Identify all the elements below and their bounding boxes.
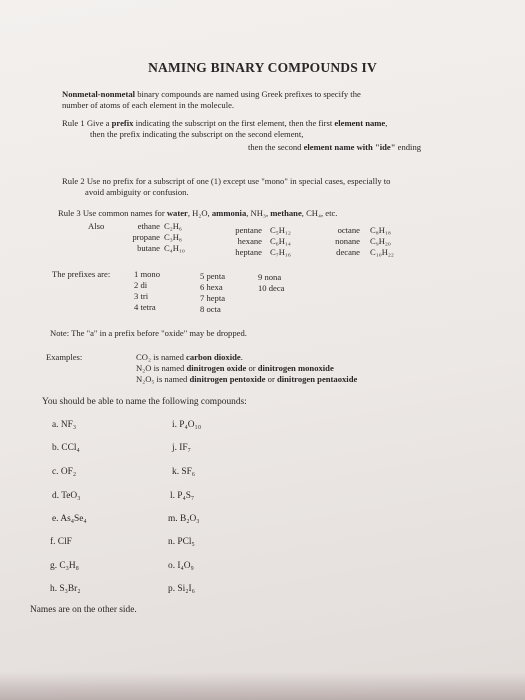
- compound-item: h. S₃Br₂: [50, 584, 81, 594]
- rule3-line: [58, 208, 337, 218]
- example-name-alt: dinitrogen pentaoxide: [276, 374, 358, 384]
- example-name-alt: dinitrogen monoxide: [257, 363, 334, 373]
- example-tail: or: [246, 363, 258, 373]
- example-formula: CO₂: [136, 352, 151, 362]
- compound-item: a. NF₃: [52, 420, 77, 430]
- alkane-formula: C₇H₁₆: [270, 247, 291, 257]
- alkane-formula: C₄H₁₀: [164, 243, 185, 253]
- prefix-item: 3 tri: [134, 291, 149, 301]
- alkane-formula: C₅H₁₂: [270, 225, 291, 235]
- footer-note: Names are on the other side.: [30, 605, 137, 615]
- rule1-text-c: ,: [385, 118, 388, 128]
- exercise-intro: You should be able to name the following compounds:: [42, 397, 247, 407]
- rule3-lead: Rule 3 Use common names for: [58, 208, 167, 218]
- rule1-text-b: indicating the subscript on the first element, then the first: [133, 118, 335, 128]
- compound-item: p. Si₂I₆: [168, 584, 195, 594]
- compound-item: m. B₂O₃: [168, 514, 200, 524]
- rule3-water: water: [166, 208, 188, 218]
- alkane-name: hexane: [237, 236, 262, 246]
- compound-item: o. I₄O₉: [168, 561, 194, 571]
- example-row: [136, 374, 357, 384]
- intro-bold-lead: Nonmetal-nonmetal: [62, 89, 136, 99]
- rule1-text-d: then the second: [248, 142, 304, 152]
- alkane-formula: C₁₀H₂₂: [370, 247, 394, 257]
- prefix-item: 1 mono: [134, 269, 161, 279]
- alkane-name: pentane: [235, 225, 262, 235]
- rule3-methane-formula: , CH₄, etc.: [301, 208, 338, 218]
- rule2-line-1: Rule 2 Use no prefix for a subscript of one (1) except use "mono" in special cases, especially to: [62, 176, 391, 186]
- example-text: is named: [150, 352, 187, 362]
- prefix-item: 9 nona: [258, 272, 282, 282]
- rule3-water-formula: , H₂O,: [187, 208, 212, 218]
- alkane-formula: C₂H₆: [164, 221, 182, 231]
- intro-line-2: number of atoms of each element in the molecule.: [62, 100, 235, 110]
- rule3-ammonia: ammonia: [211, 208, 247, 218]
- rule1-ide-bold: element name with "ide": [303, 142, 396, 152]
- alkane-formula: C₆H₁₄: [270, 236, 291, 246]
- compound-item: f. ClF: [50, 537, 72, 547]
- example-tail: or: [265, 374, 277, 384]
- prefix-item: 10 deca: [258, 283, 285, 293]
- rule1-text-a: Rule 1 Give a: [62, 118, 112, 128]
- rule1-prefix-bold: prefix: [111, 118, 134, 128]
- alkane-name: octane: [337, 225, 360, 235]
- prefix-item: 7 hepta: [200, 293, 226, 303]
- rule1-element-bold: element name: [334, 118, 386, 128]
- alkane-name: ethane: [137, 221, 160, 231]
- compound-item: g. C₃H₈: [50, 561, 79, 571]
- rule3-ammonia-formula: , NH₃,: [246, 208, 271, 218]
- rule1-line-1: [62, 118, 387, 128]
- compound-item: k. SF₆: [172, 467, 196, 477]
- example-formula: N₂O: [136, 363, 152, 373]
- example-text: is named: [151, 363, 187, 373]
- prefix-item: 5 penta: [200, 271, 226, 281]
- prefixes-label: The prefixes are:: [52, 269, 111, 279]
- rule3-also: Also: [88, 221, 105, 231]
- example-row: [136, 363, 334, 373]
- rule1-line-3: [248, 142, 421, 152]
- prefix-item: 8 octa: [200, 304, 221, 314]
- alkane-name: butane: [137, 243, 160, 253]
- example-text: is named: [154, 374, 190, 384]
- example-row: [136, 352, 243, 362]
- page-title: NAMING BINARY COMPOUNDS IV: [148, 60, 377, 75]
- example-tail: .: [240, 352, 243, 362]
- note-line: Note: The "a" in a prefix before "oxide" may be dropped.: [50, 328, 247, 338]
- page-bottom-shadow: [0, 672, 525, 700]
- rule2-line-2: avoid ambiguity or confusion.: [85, 187, 189, 197]
- prefix-item: 4 tetra: [134, 302, 156, 312]
- alkane-formula: C₉H₂₀: [370, 236, 391, 246]
- example-formula: N₂O₅: [136, 374, 155, 384]
- rule3-methane: methane: [270, 208, 302, 218]
- compound-item: c. OF₂: [52, 467, 77, 477]
- compound-item: b. CCl₄: [52, 443, 80, 453]
- alkane-name: nonane: [335, 236, 360, 246]
- alkane-name: decane: [336, 247, 360, 257]
- alkane-name: propane: [132, 232, 160, 242]
- alkane-formula: C₃H₈: [164, 232, 182, 242]
- intro-line-1: [62, 89, 361, 99]
- compound-item: n. PCl₅: [168, 537, 195, 547]
- example-name: dinitrogen pentoxide: [189, 374, 266, 384]
- alkane-formula: C₈H₁₈: [370, 225, 391, 235]
- compound-item: d. TeO₃: [52, 491, 81, 501]
- prefix-item: 2 di: [134, 280, 148, 290]
- prefix-item: 6 hexa: [200, 282, 223, 292]
- alkane-name: heptane: [235, 247, 262, 257]
- compound-item: l. P₄S₇: [170, 491, 195, 501]
- example-name: dinitrogen oxide: [186, 363, 247, 373]
- intro-line-1-rest: binary compounds are named using Greek prefixes to specify the: [135, 89, 361, 99]
- compound-item: e. As₄Se₄: [52, 514, 87, 524]
- compound-item: j. IF₇: [172, 443, 191, 453]
- rule1-line-2: then the prefix indicating the subscript on the second element,: [90, 129, 304, 139]
- examples-label: Examples:: [46, 352, 83, 362]
- compound-item: i. P₄O₁₀: [172, 420, 202, 430]
- example-name: carbon dioxide: [186, 352, 241, 362]
- rule1-text-e: ending: [395, 142, 422, 152]
